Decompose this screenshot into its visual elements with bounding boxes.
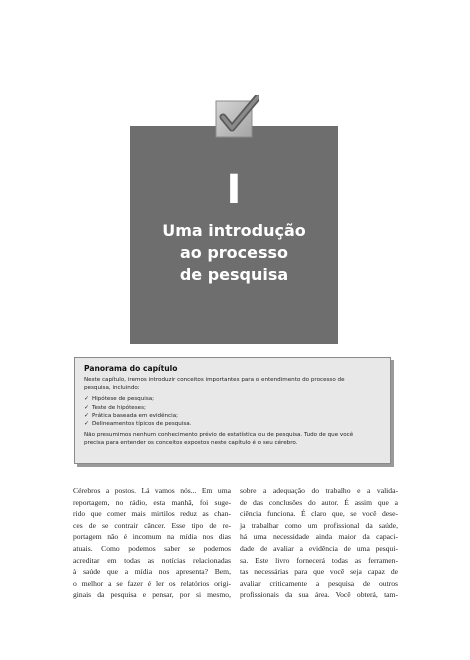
body-text-line: rido que comer mais mirtilos reduz as chan- xyxy=(73,509,231,519)
body-text-line: reportagem, no rádio, esta manhã, foi suge- xyxy=(73,497,231,507)
chapter-title-line: Uma introdução xyxy=(162,221,306,240)
body-text-line: portagem não é incomum na mídia nos dias xyxy=(73,532,231,542)
list-item xyxy=(84,404,381,412)
overview-closing-line: Não presumimos nenhum conhecimento prévio de estatística ou de pesquisa. Tudo de que você xyxy=(84,432,354,439)
body-text-line: avaliar criticamente a pesquisa de outros xyxy=(240,578,398,588)
body-text-line: dade de avaliar a evidência de uma pesqui- xyxy=(240,543,398,553)
body-text-line: profissionais da sua área. Você obterá, tam- xyxy=(240,590,398,600)
list-item-label: Teste de hipóteses; xyxy=(92,404,146,411)
body-text-line: de das conclusões do autor. É assim que a xyxy=(240,497,398,507)
chapter-number: I xyxy=(226,167,242,213)
list-item-label: Delineamentos típicos de pesquisa. xyxy=(92,421,192,428)
overview-closing-line: precisa para entender os conceitos expostos neste capítulo é o seu cérebro. xyxy=(84,440,298,447)
list-item-label: Prática baseada em evidência; xyxy=(92,412,179,419)
overview-heading: Panorama do capítulo xyxy=(84,364,178,373)
body-text-line: ginais da pesquisa e pensar, por si mesmo, xyxy=(73,590,231,600)
chapter-title-line: ao processo xyxy=(179,243,289,262)
body-text-right-column xyxy=(240,485,398,601)
chapter-overview-box xyxy=(74,357,391,464)
body-text-line: à saúde que a mídia nos apresenta? Bem, xyxy=(73,567,231,577)
check-bullet-icon: ✓ xyxy=(84,403,90,411)
body-text-line: ja trabalhar como um profissional da saúde, xyxy=(240,520,398,530)
list-item xyxy=(84,412,381,420)
overview-intro xyxy=(84,376,381,392)
body-text-line: ciência funciona. É claro que, se você dese- xyxy=(240,509,398,519)
body-text-line: Cérebros a postos. Lá vamos nós... Em uma xyxy=(73,486,231,495)
body-text-line: tas necessárias para que você seja capaz de xyxy=(240,567,398,577)
body-text-line: há uma necessidade ainda maior da capaci- xyxy=(240,532,398,542)
body-text-line: atuais. Como podemos saber se podemos xyxy=(73,543,231,553)
list-item xyxy=(84,395,381,403)
list-item-label: Hipótese de pesquisa; xyxy=(92,396,155,403)
overview-intro-line: Neste capítulo, iremos introduzir conceitos importantes para o entendimento do processo de xyxy=(84,377,345,383)
check-bullet-icon: ✓ xyxy=(84,420,90,428)
body-text-line: acreditar em todas as notícias relacionadas xyxy=(73,555,231,565)
list-item xyxy=(84,420,381,428)
check-bullet-icon: ✓ xyxy=(84,411,90,419)
body-text-line: sa. Este livro fornecerá todas as ferramen- xyxy=(240,555,398,565)
body-text-line: o melhor a se fazer é ler os relatórios origi- xyxy=(73,578,231,588)
body-text-line: sobre a adequação do trabalho e a valida- xyxy=(240,486,398,495)
overview-closing xyxy=(84,431,381,447)
overview-intro-line: pesquisa, incluindo: xyxy=(84,385,140,392)
checkmark-icon xyxy=(215,95,259,139)
chapter-title xyxy=(130,220,338,286)
chapter-title-line: de pesquisa xyxy=(179,265,289,284)
body-text-left-column xyxy=(73,485,231,601)
body-text-line: ces de se contrair câncer. Esse tipo de re- xyxy=(73,520,231,530)
overview-list xyxy=(84,395,381,428)
check-bullet-icon: ✓ xyxy=(84,395,90,403)
